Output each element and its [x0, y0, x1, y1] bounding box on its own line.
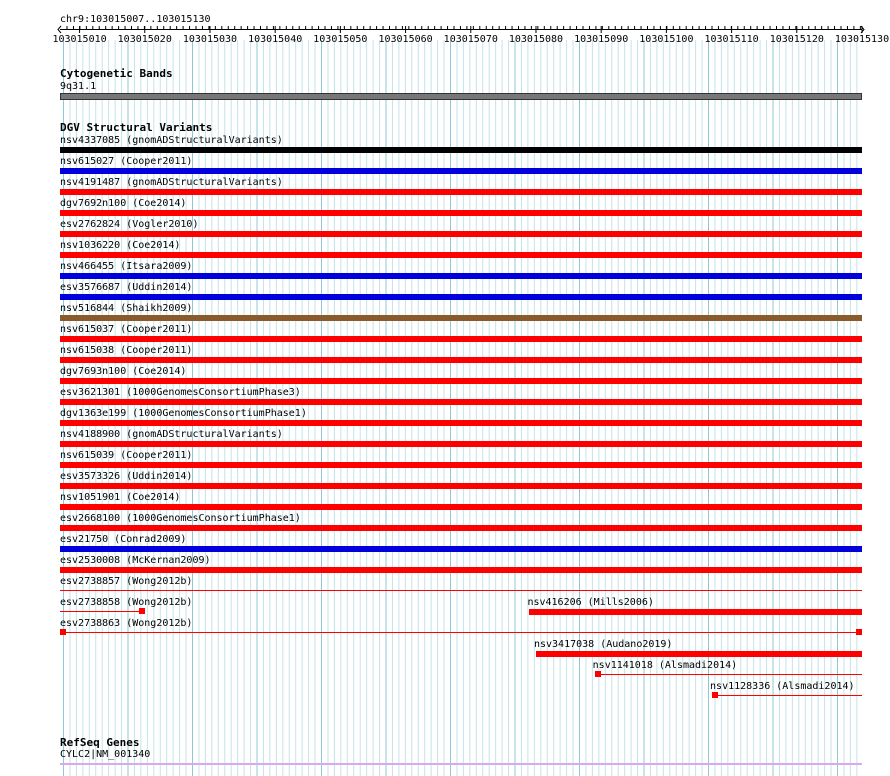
variant-label[interactable]: nsv4191487 (gnomADStructuralVariants)	[60, 177, 283, 188]
ruler-tick-label: 103015020	[117, 34, 172, 45]
ruler	[0, 0, 890, 60]
variant-feature-endcap[interactable]	[856, 629, 862, 635]
variant-feature-bar[interactable]	[60, 336, 862, 342]
variant-label[interactable]: nsv1051901 (Coe2014)	[60, 492, 181, 503]
variant-label[interactable]: nsv615027 (Cooper2011)	[60, 156, 193, 167]
dgv-track-title[interactable]: DGV Structural Variants	[60, 121, 213, 134]
variant-feature-endcap[interactable]	[139, 608, 145, 614]
variant-feature-bar[interactable]	[60, 210, 862, 216]
variant-label[interactable]: dgv7692n100 (Coe2014)	[60, 198, 187, 209]
variant-label[interactable]: esv2738858 (Wong2012b)	[60, 597, 193, 608]
variant-label[interactable]: nsv4188900 (gnomADStructuralVariants)	[60, 429, 283, 440]
variant-label[interactable]: esv2738857 (Wong2012b)	[60, 576, 193, 587]
ruler-tick-label: 103015080	[508, 34, 564, 45]
variant-feature-bar[interactable]	[60, 231, 862, 237]
overview-position-label: chr9:103015007..103015130	[60, 14, 211, 25]
variant-feature-endcap[interactable]	[60, 629, 66, 635]
variant-label[interactable]: esv2668100 (1000GenomesConsortiumPhase1)	[60, 513, 301, 524]
cytoband-track-title[interactable]: Cytogenetic Bands	[60, 67, 173, 80]
variant-label[interactable]: nsv466455 (Itsara2009)	[60, 261, 193, 272]
refseq-track-title[interactable]: RefSeq Genes	[60, 736, 140, 749]
variant-feature-bar[interactable]	[60, 357, 862, 363]
variant-feature-line[interactable]	[60, 632, 862, 633]
refseq-gene-feature[interactable]	[60, 763, 862, 765]
variant-feature-bar[interactable]	[60, 273, 862, 279]
variant-feature-bar[interactable]	[60, 504, 862, 510]
variant-label[interactable]: esv3621301 (1000GenomesConsortiumPhase3)	[60, 387, 301, 398]
cytoband-label: 9q31.1	[60, 81, 97, 92]
variant-feature-line[interactable]	[60, 611, 145, 612]
variant-feature-endcap[interactable]	[595, 671, 601, 677]
variant-label[interactable]: esv3576687 (Uddin2014)	[60, 282, 193, 293]
ruler-tick-label: 103015060	[378, 34, 433, 45]
ruler-tick-label: 103015130	[834, 34, 890, 45]
variant-feature-bar[interactable]	[60, 567, 862, 573]
variant-label[interactable]: nsv615037 (Cooper2011)	[60, 324, 193, 335]
variant-feature-bar[interactable]	[60, 147, 862, 153]
variant-label[interactable]: nsv3417038 (Audano2019)	[533, 639, 673, 650]
variant-feature-bar[interactable]	[529, 609, 862, 615]
variant-label[interactable]: esv2738863 (Wong2012b)	[60, 618, 193, 629]
variant-label[interactable]: nsv615038 (Cooper2011)	[60, 345, 193, 356]
variant-label[interactable]: nsv4337085 (gnomADStructuralVariants)	[60, 135, 283, 146]
variant-label[interactable]: nsv1141018 (Alsmadi2014)	[592, 660, 738, 671]
variant-feature-bar[interactable]	[60, 546, 862, 552]
variant-feature-bar[interactable]	[60, 525, 862, 531]
variant-feature-line[interactable]	[60, 590, 862, 591]
ruler-tick-label: 103015090	[574, 34, 629, 45]
refseq-gene-label[interactable]: CYLC2|NM_001340	[60, 749, 151, 760]
ruler-tick-label: 103015120	[769, 34, 824, 45]
ruler-tick-label: 103015010	[52, 34, 107, 45]
ruler-tick-label: 103015070	[443, 34, 498, 45]
variant-feature-line[interactable]	[595, 674, 862, 675]
variant-feature-bar[interactable]	[60, 462, 862, 468]
variant-label[interactable]: dgv1363e199 (1000GenomesConsortiumPhase1)	[60, 408, 307, 419]
variant-label[interactable]: esv2762824 (Vogler2010)	[60, 219, 199, 230]
variant-feature-bar[interactable]	[60, 252, 862, 258]
variant-label[interactable]: nsv416206 (Mills2006)	[527, 597, 654, 608]
ruler-tick-label: 103015100	[639, 34, 694, 45]
ruler-tick-label: 103015030	[182, 34, 238, 45]
variant-feature-bar[interactable]	[60, 189, 862, 195]
variant-feature-bar[interactable]	[60, 294, 862, 300]
variant-feature-bar[interactable]	[60, 441, 862, 447]
variant-label[interactable]: esv3573326 (Uddin2014)	[60, 471, 193, 482]
variant-label[interactable]: nsv1036220 (Coe2014)	[60, 240, 181, 251]
variant-feature-bar[interactable]	[60, 378, 862, 384]
cytoband-bar[interactable]	[60, 93, 862, 100]
variant-label[interactable]: nsv1128336 (Alsmadi2014)	[710, 681, 855, 692]
variant-feature-bar[interactable]	[60, 420, 862, 426]
variant-feature-bar[interactable]	[536, 651, 862, 657]
variant-feature-bar[interactable]	[60, 483, 862, 489]
variant-feature-bar[interactable]	[60, 315, 862, 321]
variant-label[interactable]: esv21750 (Conrad2009)	[60, 534, 187, 545]
variant-feature-line[interactable]	[712, 695, 862, 696]
variant-feature-bar[interactable]	[60, 399, 862, 405]
variant-label[interactable]: nsv516844 (Shaikh2009)	[60, 303, 193, 314]
ruler-tick-label: 103015040	[248, 34, 303, 45]
variant-label[interactable]: esv2530008 (McKernan2009)	[60, 555, 211, 566]
ruler-tick-label: 103015110	[704, 34, 759, 45]
variant-feature-bar[interactable]	[60, 168, 862, 174]
variant-label[interactable]: dgv7693n100 (Coe2014)	[60, 366, 187, 377]
variant-label[interactable]: nsv615039 (Cooper2011)	[60, 450, 193, 461]
ruler-tick-label: 103015050	[313, 34, 368, 45]
variant-feature-endcap[interactable]	[712, 692, 718, 698]
